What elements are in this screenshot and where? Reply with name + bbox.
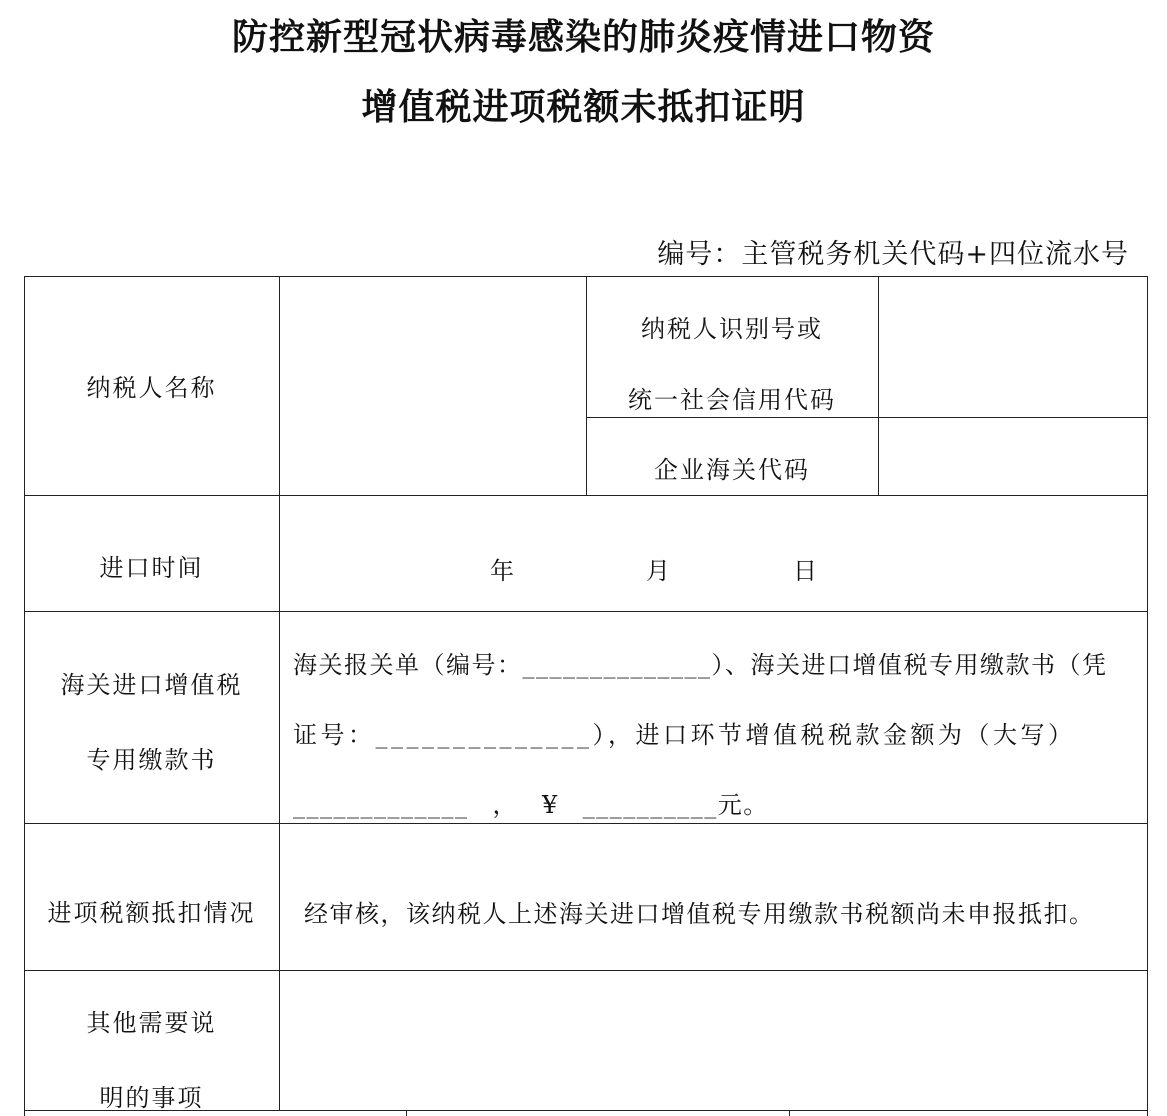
col-divider-value (878, 276, 879, 495)
taxpayer-id-value[interactable] (880, 276, 1147, 417)
date-day: 日 (793, 557, 819, 585)
taxpayer-name-label: 纳税人名称 (86, 374, 217, 402)
other-matters-label-line2: 明的事项 (99, 1084, 204, 1112)
import-time-label: 进口时间 (99, 554, 204, 582)
payment-book-label-line1: 海关进口增值税 (60, 671, 243, 699)
customs-code-value[interactable] (880, 419, 1147, 495)
row-divider-id (586, 417, 1148, 418)
document-title-line2: 增值税进项税额未抵扣证明 (361, 87, 806, 128)
payment-text-segment: 元。 (717, 791, 769, 819)
col-divider-next-row-a (406, 1110, 407, 1116)
payment-text-segment: 海关报关单（编号： (293, 651, 523, 679)
row-divider-1 (24, 495, 1148, 496)
amount-capital-blank[interactable]: _____________ (293, 791, 469, 819)
payment-text-line2 (293, 715, 1076, 750)
payment-text-line1 (293, 645, 1108, 680)
declaration-number-blank[interactable]: ______________ (522, 651, 712, 679)
document-title-line1: 防控新型冠状病毒感染的肺炎疫情进口物资 (231, 17, 935, 58)
payment-text-segment: ， (492, 791, 518, 819)
deduction-status-text: 经审核，该纳税人上述海关进口增值税专用缴款书税额尚未申报抵扣。 (304, 900, 1095, 928)
taxpayer-id-label-line2: 统一社会信用代码 (628, 386, 836, 414)
payment-book-label (24, 665, 279, 785)
taxpayer-name-value[interactable] (281, 276, 586, 495)
taxpayer-id-label-line1: 纳税人识别号或 (641, 315, 823, 343)
payment-text-segment: ）、海关进口增值税专用缴款书（凭 (711, 651, 1108, 679)
row-divider-2 (24, 611, 1148, 612)
currency-symbol: ¥ (542, 791, 559, 819)
other-matters-label (24, 1003, 279, 1110)
voucher-number-blank[interactable]: ______________ (375, 721, 593, 749)
customs-code-label: 企业海关代码 (654, 456, 810, 484)
amount-number-blank[interactable]: __________ (582, 791, 718, 819)
payment-text-segment: ），进口环节增值税税款金额为（大写） (592, 721, 1076, 749)
date-year: 年 (490, 557, 516, 585)
other-matters-label-line1: 其他需要说 (86, 1009, 217, 1037)
row-divider-3 (24, 823, 1148, 824)
serial-number-label: 编号：主管税务机关代码+四位流水号 (657, 239, 1129, 270)
payment-text-line3 (293, 785, 769, 820)
taxpayer-id-label (586, 289, 878, 417)
payment-book-label-line2: 专用缴款书 (86, 746, 217, 774)
table-border-right (1147, 276, 1148, 1116)
payment-text-segment: 证号： (293, 721, 376, 749)
deduction-status-label: 进项税额抵扣情况 (47, 898, 256, 927)
col-divider-label (279, 276, 280, 1111)
row-divider-4 (24, 970, 1148, 971)
col-divider-next-row-b (789, 1110, 790, 1116)
date-month: 月 (646, 557, 672, 585)
other-matters-value[interactable] (281, 972, 1147, 1110)
